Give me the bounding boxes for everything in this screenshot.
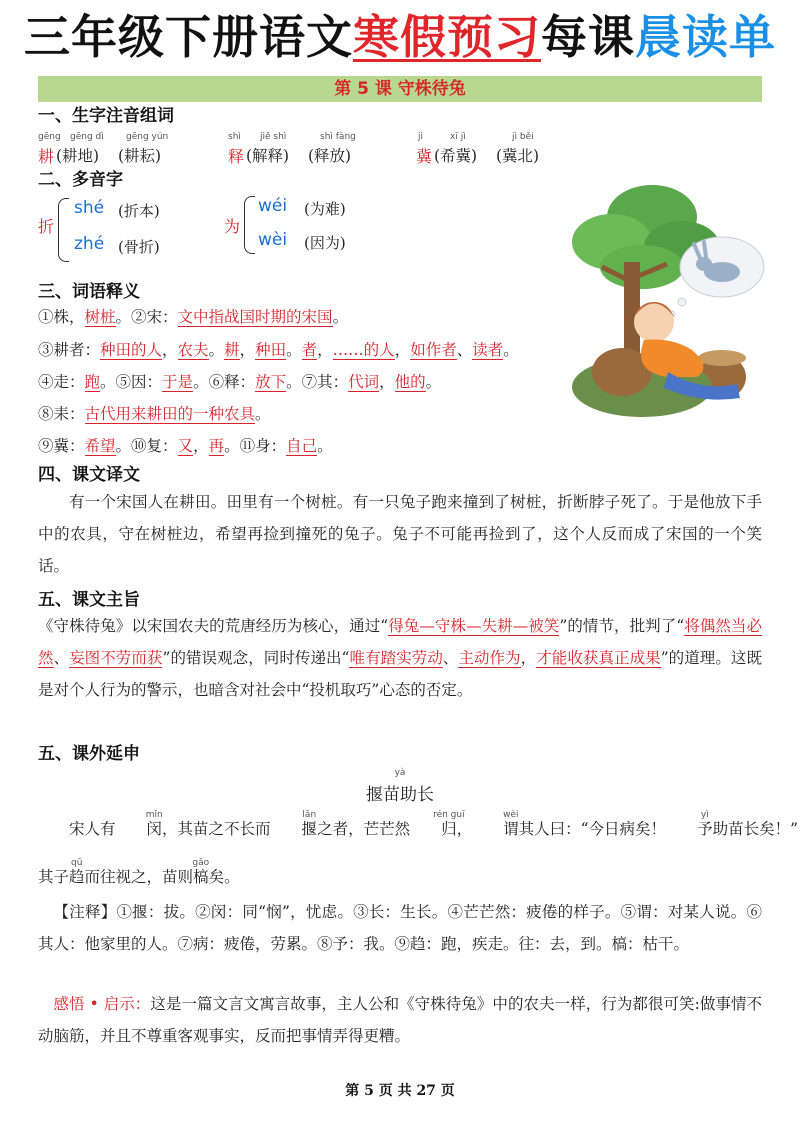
def-text: 。 xyxy=(286,341,302,359)
def-text: 。 xyxy=(208,341,225,359)
def-answer: 希望 xyxy=(84,437,116,455)
title-part3: 每课 xyxy=(541,10,635,64)
def-answer: 跑 xyxy=(84,373,101,391)
pinyin: yà xyxy=(394,768,406,778)
word: (希冀) xyxy=(434,147,478,165)
def-text: ③耕者： xyxy=(38,341,101,359)
pinyin: yì xyxy=(700,810,709,820)
pinyin: jì běi xyxy=(512,132,534,142)
new-char: 冀 xyxy=(416,147,433,166)
section-heading-3: 三、词语释义 xyxy=(38,282,140,302)
polyphone-block xyxy=(38,196,378,268)
def-answer: 种田 xyxy=(255,341,287,359)
story-text: 而往视之，苗则 xyxy=(84,868,194,886)
pinyin: qū xyxy=(71,858,83,868)
def-answer: 自己 xyxy=(286,437,318,455)
story-char: 谓 xyxy=(503,820,519,838)
story-text: 矣。 xyxy=(208,868,240,886)
def-text: ⑧耒： xyxy=(38,405,85,423)
word: (骨折) xyxy=(118,238,160,256)
def-text: 。 xyxy=(255,405,271,423)
brace-icon xyxy=(244,196,255,254)
def-text: ⑨冀： xyxy=(38,437,85,455)
pinyin-reading: zhé xyxy=(74,234,105,254)
def-answer: 树桩 xyxy=(84,308,116,326)
def-answer: 读者 xyxy=(472,341,504,359)
def-answer: 于是 xyxy=(162,373,194,391)
story-char: 槁 xyxy=(193,868,209,886)
def-answer: 他的 xyxy=(394,373,426,391)
definition-line xyxy=(38,434,333,458)
theme-text: ”的错误观念，同时传递出“ xyxy=(162,649,350,667)
def-text: 。 xyxy=(503,341,519,359)
word: (冀北) xyxy=(496,147,540,165)
def-answer: 农夫 xyxy=(177,341,209,359)
word: (解释) xyxy=(246,147,290,165)
def-text: ， xyxy=(162,341,178,359)
char-groups xyxy=(38,132,598,168)
story-char: 揠 xyxy=(301,820,318,838)
story-text: ， xyxy=(456,820,473,838)
def-text: 。⑥释： xyxy=(193,373,256,391)
new-char: 释 xyxy=(228,147,245,166)
definition-line xyxy=(38,338,519,362)
def-answer: ……的人 xyxy=(332,341,395,359)
def-answer: 者 xyxy=(301,341,318,359)
section-heading-1: 一、生字注音组词 xyxy=(38,106,174,126)
pinyin: wèi xyxy=(503,810,519,820)
translation-paragraph: 有一个宋国人在耕田。田里有一个树桩。有一只兔子跑来撞到了树桩，折断脖子死了。于是他放下手中的农具，守在树桩边，希望再捡到撞死的兔子。兔子不可能再捡到了，这个人反而成了宋国的一个笑话。 xyxy=(38,493,762,575)
story-text: 宋人有 xyxy=(69,820,116,838)
story-paragraph-2 xyxy=(38,860,762,894)
def-answer: 代词 xyxy=(348,373,380,391)
story-char: 趋 xyxy=(69,868,85,886)
def-text: 。⑪身： xyxy=(224,437,287,455)
theme-text: ”的道理。这既是对个人行为的警示，也暗含对社会中“投机取巧”心态的否定。 xyxy=(38,649,762,699)
insight-paragraph xyxy=(38,988,762,1052)
title-part2: 寒假预习 xyxy=(353,10,541,64)
insight-text: 这是一篇文言文寓言故事，主人公和《守株待兔》中的农夫一样，行为都很可笑:做事情不动脑筋，并且不尊重客观事实，反而把事情弄得更糟。 xyxy=(38,995,762,1045)
word: (释放) xyxy=(308,147,352,165)
theme-text: 、 xyxy=(442,649,459,667)
page-title xyxy=(0,6,800,68)
story-text: 之者，芒芒然 xyxy=(317,820,411,838)
theme-highlight: 妄图不劳而获 xyxy=(69,649,163,667)
theme-text: ”的情节，批判了“ xyxy=(559,617,685,635)
story-char: 归 xyxy=(441,820,457,838)
pinyin: jiě shì xyxy=(260,132,287,142)
pinyin-reading: shé xyxy=(74,198,105,218)
section-heading-2: 二、多音字 xyxy=(38,170,123,190)
theme-highlight: 主动作为 xyxy=(458,649,521,667)
theme-highlight: 唯有踏实劳动 xyxy=(349,649,443,667)
pinyin: gēng yún xyxy=(126,132,169,142)
definition-line xyxy=(38,402,271,426)
new-char: 耕 xyxy=(38,147,55,166)
section-heading-4: 四、课文译文 xyxy=(38,465,140,485)
def-text: 。⑩复： xyxy=(115,437,178,455)
polyphone-char: 为 xyxy=(224,217,241,236)
story-char: 予 xyxy=(697,820,713,838)
theme-text: 《守株待兔》以宋国农夫的荒唐经历为核心，通过“ xyxy=(38,617,389,635)
def-answer: 古代用来耕田的一种农具 xyxy=(84,405,256,423)
def-answer: 放下 xyxy=(255,373,287,391)
def-answer: 又 xyxy=(177,437,194,455)
pinyin: lǎn xyxy=(302,810,317,820)
definition-line xyxy=(38,305,348,329)
pinyin: xī jì xyxy=(450,132,466,142)
def-answer: 文中指战国时期的宋国 xyxy=(177,308,333,326)
pinyin-reading: wèi xyxy=(258,230,288,250)
def-text: ①株， xyxy=(38,308,85,326)
lesson-banner: 第 5 课 守株待兔 xyxy=(38,76,762,102)
theme-text: ， xyxy=(520,649,537,667)
pinyin: mǐn xyxy=(145,810,163,820)
pinyin: jì xyxy=(418,132,424,142)
pinyin: gǎo xyxy=(192,858,210,868)
theme-highlight: 得兔—守株—失耕—被笑 xyxy=(388,617,560,635)
def-text: 。 xyxy=(425,373,442,391)
theme-highlight: 才能收获真正成果 xyxy=(536,649,661,667)
notes-paragraph: 【注释】①揠：拔。②闵：同“悯”，忧虑。③长：生长。④芒芒然：疲倦的样子。⑤谓：对某人说。⑥其人：他家里的人。⑦病：疲倦，劳累。⑧予：我。⑨趋：跑，疾走。往：去，到。槁：枯干。 xyxy=(38,903,762,953)
word: (为难) xyxy=(304,200,346,218)
word: (耕耘) xyxy=(118,147,162,165)
story-char: 闵 xyxy=(146,820,163,838)
word: (耕地) xyxy=(56,147,100,165)
def-text: 。⑤因： xyxy=(100,373,163,391)
def-answer: 如作者 xyxy=(410,341,457,359)
word: (因为) xyxy=(304,234,346,252)
section-heading-5: 五、课文主旨 xyxy=(38,590,140,610)
theme-paragraph xyxy=(38,610,762,706)
polyphone-char: 折 xyxy=(38,217,55,236)
def-text: ， xyxy=(239,341,256,359)
illustration-boy-under-tree xyxy=(572,172,772,422)
theme-text: 、 xyxy=(53,649,70,667)
theme-highlight: 将偶然当必然 xyxy=(38,617,762,667)
story-text: 其人曰：“今日病矣！ xyxy=(518,820,667,838)
story-text: 助苗长矣！” xyxy=(712,820,799,838)
word: (折本) xyxy=(118,202,160,220)
def-answer: 再 xyxy=(208,437,225,455)
pinyin-reading: wéi xyxy=(258,196,288,216)
def-text: ， xyxy=(379,373,395,391)
title-part4: 晨读单 xyxy=(635,10,776,64)
def-text: ， xyxy=(193,437,209,455)
def-text: 、 xyxy=(456,341,473,359)
def-answer: 耕 xyxy=(224,341,240,359)
pinyin: rén guī xyxy=(433,810,465,820)
story-text: ，其苗之不长而 xyxy=(162,820,271,838)
story-title-text: 揠苗助长 xyxy=(366,785,434,805)
def-text: 。 xyxy=(317,437,333,455)
story-paragraph-1 xyxy=(38,810,799,846)
section-heading-6: 五、课外延申 xyxy=(38,744,140,764)
pinyin: gēng dì xyxy=(70,132,104,142)
pinyin: shì fàng xyxy=(320,132,356,142)
title-part1: 三年级下册语文 xyxy=(24,10,353,64)
def-answer: 种田的人 xyxy=(100,341,163,359)
def-text: ④走： xyxy=(38,373,85,391)
brace-icon xyxy=(58,198,69,262)
def-text: 。 xyxy=(332,308,349,326)
def-text: ， xyxy=(394,341,411,359)
pinyin: shì xyxy=(228,132,241,142)
pinyin: gēng xyxy=(38,132,61,142)
def-text: 。②宋： xyxy=(115,308,178,326)
insight-label: 感悟 • 启示： xyxy=(53,995,151,1013)
def-text: ， xyxy=(317,341,333,359)
story-text: 其子 xyxy=(38,868,70,886)
page-footer: 第 5 页 共 27 页 xyxy=(345,1083,455,1099)
def-text: 。⑦其： xyxy=(286,373,349,391)
definition-line xyxy=(38,370,441,394)
